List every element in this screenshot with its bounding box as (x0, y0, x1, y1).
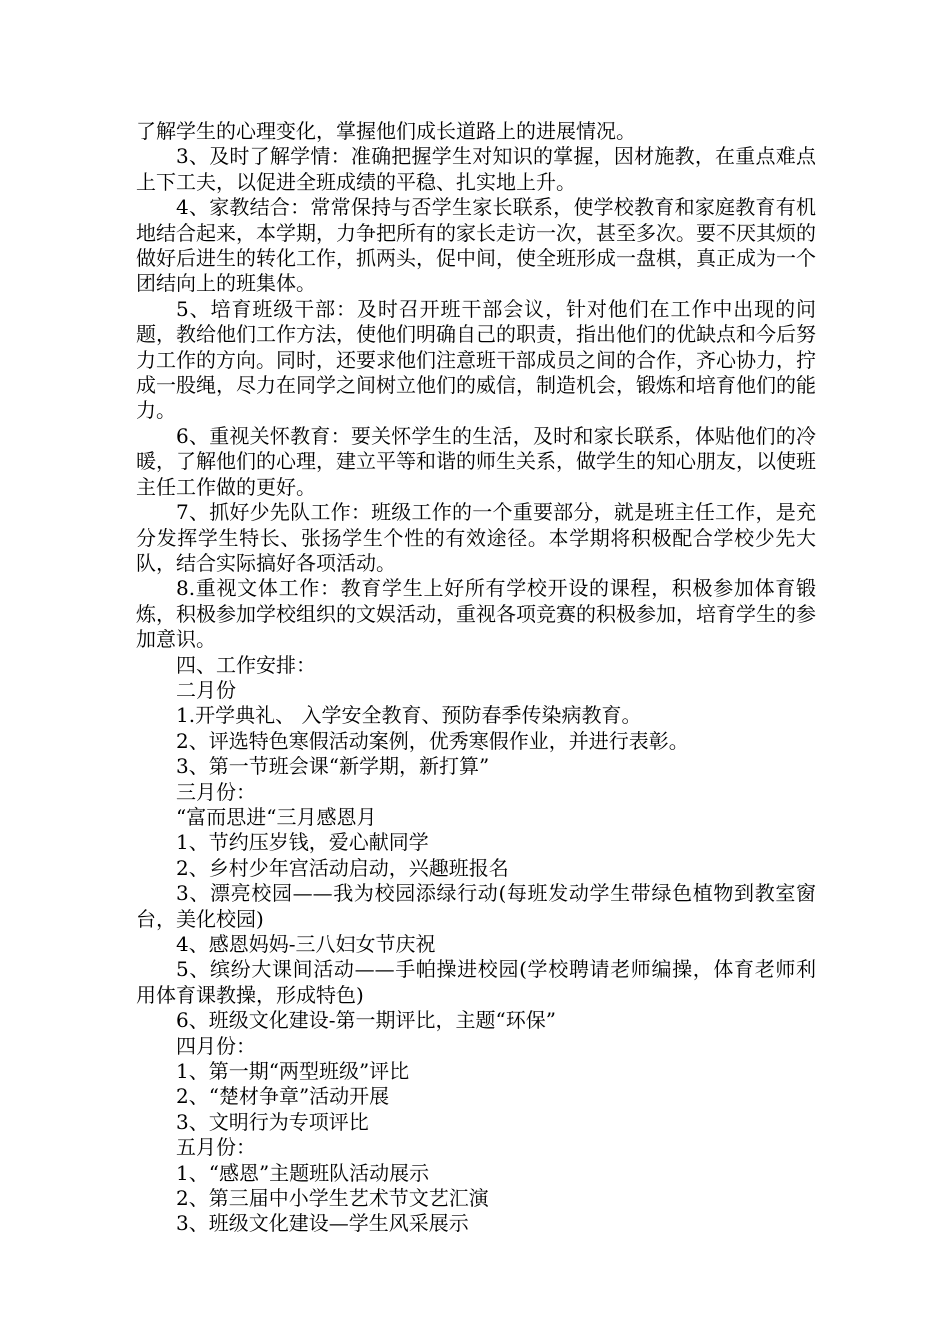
month-theme: “富而思进“三月感恩月 (176, 804, 377, 829)
paragraph: 了解学生的心理变化，掌握他们成长道路上的进展情况。 (136, 119, 636, 143)
paragraph: 7、抓好少先队工作：班级工作的一个重要部分，就是班主任工作，是充分发挥学生特长、张扬学生个性的有效途径。本学期将积极配合学校少先大队，结合实际搞好各项活动。 (136, 500, 816, 575)
month-heading: 二月份 (176, 677, 236, 702)
list-item: 4、感恩妈妈-三八妇女节庆祝 (176, 932, 436, 956)
section-heading: 四、工作安排： (176, 652, 316, 677)
list-item: 1、第一期“两型班级”评比 (176, 1059, 410, 1084)
list-item: 2、第三届中小学生艺术节文艺汇演 (176, 1186, 489, 1211)
list-item: 3、漂亮校园——我为校园添绿行动(每班发动学生带绿色植物到教室窗台，美化校园) (136, 881, 816, 931)
month-heading: 四月份： (176, 1033, 256, 1058)
list-item: 2、“楚材争章”活动开展 (176, 1084, 390, 1109)
paragraph: 8.重视文体工作：教育学生上好所有学校开设的课程，积极参加体育锻炼，积极参加学校组织的文娱活动，重视各项竞赛的积极参加，培育学生的参加意识。 (136, 576, 816, 652)
paragraph: 4、家教结合：常常保持与否学生家长联系，使学校教育和家庭教育有机地结合起来，本学期，力争把所有的家长走访一次，甚至多次。要不厌其烦的做好后进生的转化工作，抓两头，促中间，使全班形成一盘棋，真正成为一个团结向上的班集体。 (136, 195, 816, 296)
list-item: 2、乡村少年宫活动启动，兴趣班报名 (176, 855, 509, 880)
list-item: 1、“感恩”主题班队活动展示 (176, 1160, 430, 1185)
document-body (136, 119, 816, 1237)
paragraph: 5、培育班级干部：及时召开班干部会议，针对他们在工作中出现的问题，教给他们工作方法，使他们明确自己的职责，指出他们的优缺点和今后努力工作的方向。同时，还要求他们注意班干部成员之间的合作，齐心协力，拧成一股绳，尽力在同学之间树立他们的威信，制造机会，锻炼和培育他们的能力。 (136, 296, 816, 423)
list-item: 3、第一节班会课“新学期，新打算” (176, 754, 490, 779)
month-heading: 五月份： (176, 1135, 256, 1160)
month-heading: 三月份： (176, 779, 256, 804)
paragraph: 3、及时了解学情：准确把握学生对知识的掌握，因材施教，在重点难点上下工夫，以促进全班成绩的平稳、扎实地上升。 (136, 144, 816, 194)
list-item: 1.开学典礼、 入学安全教育、预防春季传染病教育。 (176, 703, 642, 728)
list-item: 3、班级文化建设—学生风采展示 (176, 1211, 469, 1236)
paragraph: 6、重视关怀教育：要关怀学生的生活，及时和家长联系，体贴他们的冷暖，了解他们的心理，建立平等和谐的师生关系，做学生的知心朋友，以使班主任工作做的更好。 (136, 423, 816, 499)
list-item: 3、文明行为专项评比 (176, 1109, 369, 1134)
list-item: 1、节约压岁钱，爱心献同学 (176, 830, 429, 855)
list-item: 6、班级文化建设-第一期评比，主题“环保” (176, 1008, 556, 1033)
list-item: 5、缤纷大课间活动——手帕操进校园(学校聘请老师编操，体育老师利用体育课教操，形成特色) (136, 957, 816, 1007)
list-item: 2、评选特色寒假活动案例，优秀寒假作业，并进行表彰。 (176, 728, 689, 753)
